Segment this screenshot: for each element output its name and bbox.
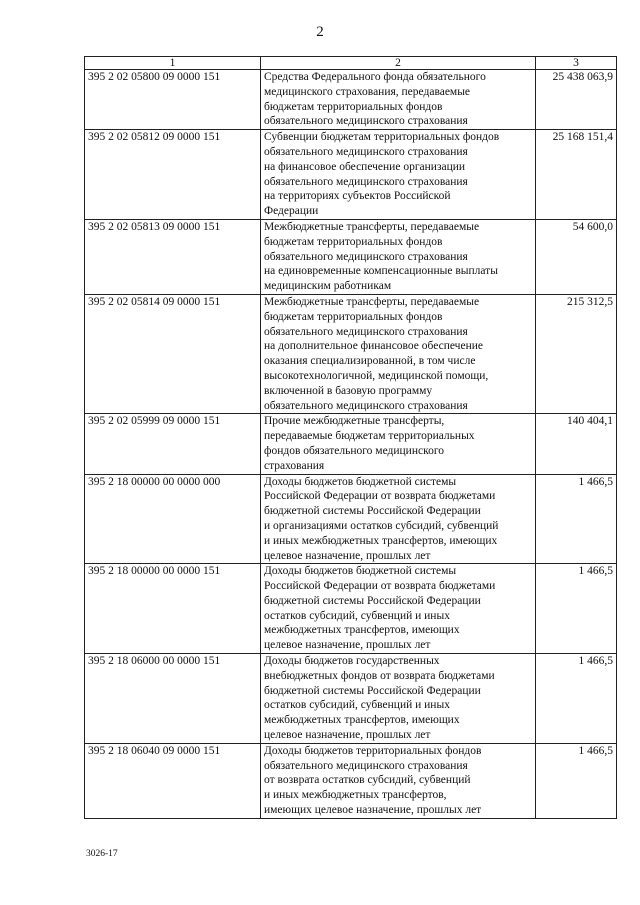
table-row bbox=[85, 219, 617, 294]
budget-code-cell: 395 2 02 05999 09 0000 151 bbox=[85, 414, 261, 474]
budget-code-cell: 395 2 18 06040 09 0000 151 bbox=[85, 743, 261, 818]
column-header-2: 2 bbox=[261, 57, 536, 70]
amount-cell: 1 466,5 bbox=[536, 564, 617, 654]
description-line: целевое назначение, прошлых лет bbox=[264, 639, 431, 652]
description-line: бюджетной системы Российской Федерации bbox=[264, 594, 481, 607]
description-line: на финансовое обеспечение организации bbox=[264, 160, 466, 173]
description-line: медицинским работникам bbox=[264, 280, 392, 293]
description-line: Межбюджетные трансферты, передаваемые bbox=[264, 220, 480, 233]
description-line: Российской Федерации от возврата бюджетами bbox=[264, 490, 496, 503]
description-line: межбюджетных трансфертов, имеющих bbox=[264, 714, 460, 727]
description-line: целевое назначение, прошлых лет bbox=[264, 549, 431, 562]
description-line: бюджетам территориальных фондов bbox=[264, 235, 443, 248]
budget-table bbox=[84, 56, 617, 819]
description-cell bbox=[261, 414, 536, 474]
description-line: фондов обязательного медицинского bbox=[264, 444, 445, 457]
description-cell bbox=[261, 564, 536, 654]
description-line: имеющих целевое назначение, прошлых лет bbox=[264, 804, 482, 817]
description-line: включенной в базовую программу bbox=[264, 384, 433, 397]
description-line: и организациями остатков субсидий, субвенций bbox=[264, 519, 499, 532]
amount-cell: 1 466,5 bbox=[536, 743, 617, 818]
budget-code-cell: 395 2 02 05800 09 0000 151 bbox=[85, 70, 261, 130]
table-row bbox=[85, 474, 617, 564]
table-body bbox=[85, 70, 617, 819]
description-line: Доходы бюджетов территориальных фондов bbox=[264, 744, 482, 757]
description-line: Прочие межбюджетные трансферты, bbox=[264, 415, 445, 428]
table-header-row bbox=[85, 57, 617, 70]
budget-code-cell: 395 2 02 05812 09 0000 151 bbox=[85, 130, 261, 220]
description-line: медицинского страхования, передаваемые bbox=[264, 85, 471, 98]
amount-cell: 1 466,5 bbox=[536, 654, 617, 744]
description-line: на единовременные компенсационные выплаты bbox=[264, 265, 498, 278]
description-line: остатков субсидий, субвенций и иных bbox=[264, 699, 450, 712]
document-footer-code: 3026-17 bbox=[86, 849, 118, 859]
description-line: страхования bbox=[264, 459, 325, 472]
description-line: Средства Федерального фонда обязательного bbox=[264, 71, 486, 83]
budget-code-cell: 395 2 18 00000 00 0000 151 bbox=[85, 564, 261, 654]
description-line: оказания специализированной, в том числе bbox=[264, 355, 476, 368]
description-line: обязательного медицинского страхования bbox=[264, 399, 468, 412]
budget-code-cell: 395 2 02 05814 09 0000 151 bbox=[85, 294, 261, 413]
description-line: остатков субсидий, субвенций и иных bbox=[264, 609, 450, 622]
column-header-1: 1 bbox=[85, 57, 261, 70]
description-line: Доходы бюджетов государственных bbox=[264, 655, 440, 668]
description-line: Доходы бюджетов бюджетной системы bbox=[264, 565, 457, 578]
table-row bbox=[85, 414, 617, 474]
table-row bbox=[85, 70, 617, 130]
description-line: обязательного медицинского страхования bbox=[264, 175, 468, 188]
amount-cell: 25 438 063,9 bbox=[536, 70, 617, 130]
column-header-3: 3 bbox=[536, 57, 617, 70]
amount-cell: 54 600,0 bbox=[536, 219, 617, 294]
description-line: Доходы бюджетов бюджетной системы bbox=[264, 475, 457, 488]
description-line: бюджетной системы Российской Федерации bbox=[264, 505, 481, 518]
table-row bbox=[85, 294, 617, 413]
description-line: обязательного медицинского страхования bbox=[264, 759, 468, 772]
description-line: Межбюджетные трансферты, передаваемые bbox=[264, 295, 480, 308]
description-line: передаваемые бюджетам территориальных bbox=[264, 430, 475, 443]
page-number: 2 bbox=[316, 24, 324, 40]
description-line: обязательного медицинского страхования bbox=[264, 115, 468, 128]
description-line: бюджетам территориальных фондов bbox=[264, 310, 443, 323]
description-line: высокотехнологичной, медицинской помощи, bbox=[264, 369, 489, 382]
description-line: на территориях субъектов Российской bbox=[264, 190, 451, 203]
budget-code-cell: 395 2 02 05813 09 0000 151 bbox=[85, 219, 261, 294]
amount-cell: 215 312,5 bbox=[536, 294, 617, 413]
budget-code-cell: 395 2 18 00000 00 0000 000 bbox=[85, 474, 261, 564]
description-line: Федерации bbox=[264, 205, 319, 218]
description-line: от возврата остатков субсидий, субвенций bbox=[264, 774, 471, 787]
description-cell bbox=[261, 654, 536, 744]
amount-cell: 1 466,5 bbox=[536, 474, 617, 564]
table-row bbox=[85, 130, 617, 220]
budget-code-cell: 395 2 18 06000 00 0000 151 bbox=[85, 654, 261, 744]
amount-cell: 25 168 151,4 bbox=[536, 130, 617, 220]
description-line: бюджетной системы Российской Федерации bbox=[264, 684, 481, 697]
description-line: обязательного медицинского страхования bbox=[264, 250, 468, 263]
description-line: обязательного медицинского страхования bbox=[264, 145, 468, 158]
description-cell bbox=[261, 294, 536, 413]
description-line: межбюджетных трансфертов, имеющих bbox=[264, 624, 460, 637]
description-line: на дополнительное финансовое обеспечение bbox=[264, 340, 483, 353]
description-line: и иных межбюджетных трансфертов, имеющих bbox=[264, 534, 498, 547]
description-line: внебюджетных фондов от возврата бюджетами bbox=[264, 669, 495, 682]
description-line: и иных межбюджетных трансфертов, bbox=[264, 789, 447, 802]
description-line: обязательного медицинского страхования bbox=[264, 325, 468, 338]
table-row bbox=[85, 743, 617, 818]
description-cell bbox=[261, 219, 536, 294]
description-line: бюджетам территориальных фондов bbox=[264, 100, 443, 113]
description-cell bbox=[261, 70, 536, 130]
description-line: Российской Федерации от возврата бюджетами bbox=[264, 580, 496, 593]
description-line: целевое назначение, прошлых лет bbox=[264, 729, 431, 742]
table-row bbox=[85, 564, 617, 654]
description-cell bbox=[261, 130, 536, 220]
amount-cell: 140 404,1 bbox=[536, 414, 617, 474]
table-row bbox=[85, 654, 617, 744]
description-line: Субвенции бюджетам территориальных фондов bbox=[264, 131, 500, 144]
description-cell bbox=[261, 743, 536, 818]
description-cell bbox=[261, 474, 536, 564]
